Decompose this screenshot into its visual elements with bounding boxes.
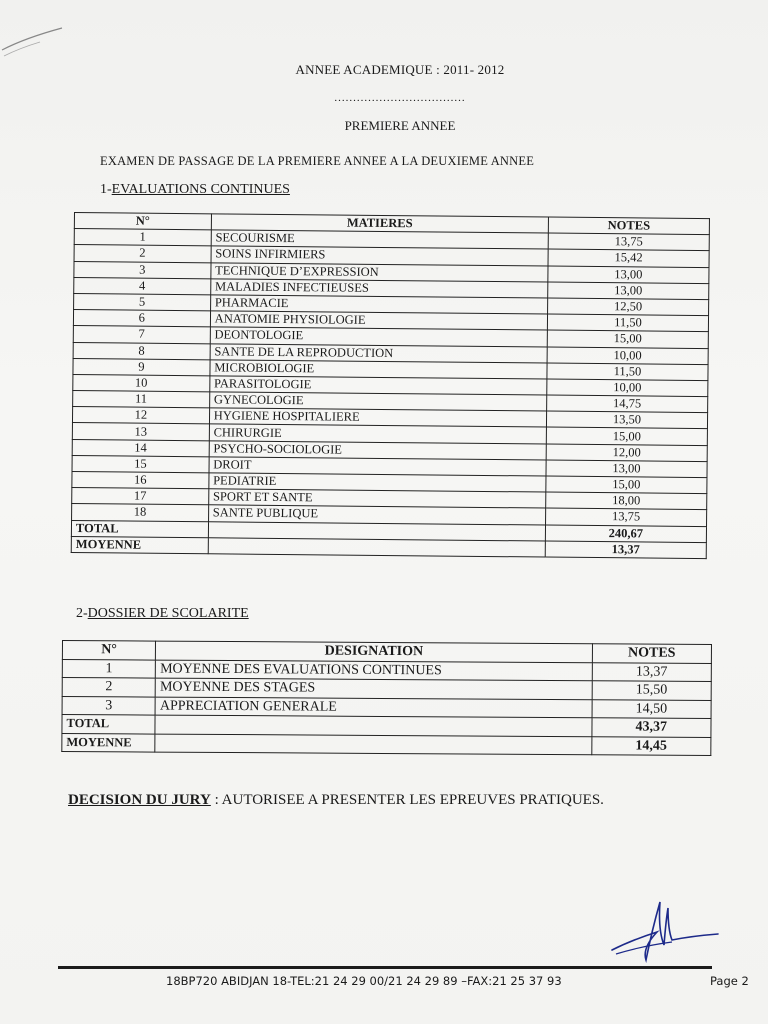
row-grade: 18,00 — [546, 492, 707, 510]
row-subject: CHIRURGIE — [209, 424, 546, 443]
row-subject: SOINS INFIRMIERS — [211, 246, 548, 265]
row-number: 4 — [74, 277, 211, 294]
average-row — [62, 733, 711, 755]
row-grade: 15,00 — [546, 427, 707, 445]
row-designation: APPRECIATION GENERALE — [155, 697, 591, 718]
section2-prefix: 2- — [76, 606, 88, 621]
row-number: 6 — [73, 310, 210, 327]
row-subject: PARASITOLOGIE — [209, 376, 546, 395]
decision-text: : AUTORISEE A PRESENTER LES EPREUVES PRATIQUES. — [210, 792, 604, 808]
row-grade: 15,00 — [547, 330, 708, 348]
jury-decision — [68, 792, 604, 809]
row-subject: PEDIATRIE — [209, 473, 546, 492]
section1-heading — [100, 182, 290, 198]
row-subject: SECOURISME — [211, 230, 548, 249]
row-grade: 13,00 — [548, 266, 709, 284]
total-label: TOTAL — [71, 520, 208, 537]
row-number: 18 — [72, 504, 209, 521]
row-number: 1 — [74, 229, 211, 246]
row-number: 2 — [62, 678, 155, 697]
average-label: MOYENNE — [62, 733, 155, 752]
continuous-evaluations-table — [71, 212, 710, 559]
row-subject: GYNECOLOGIE — [209, 392, 546, 411]
row-number: 10 — [73, 374, 210, 391]
total-label: TOTAL — [62, 715, 155, 734]
row-number: 5 — [74, 293, 211, 310]
row-grade: 15,50 — [592, 681, 711, 700]
row-grade: 14,75 — [547, 395, 708, 413]
row-number: 14 — [72, 439, 209, 456]
row-subject: MICROBIOLOGIE — [210, 359, 547, 378]
section1-title: EVALUATIONS CONTINUES — [111, 182, 290, 197]
level-title: PREMIERE ANNEE — [344, 118, 456, 133]
row-subject: DEONTOLOGIE — [210, 327, 547, 346]
row-grade: 13,37 — [592, 662, 711, 681]
row-subject: MALADIES INFECTIEUSES — [210, 279, 547, 298]
total-value: 240,67 — [545, 525, 706, 543]
header-grade: NOTES — [592, 644, 711, 663]
row-designation: MOYENNE DES EVALUATIONS CONTINUES — [156, 660, 592, 681]
row-number: 3 — [74, 261, 211, 278]
row-subject: HYGIENE HOSPITALIERE — [209, 408, 546, 427]
academic-year: ANNEE ACADEMIQUE : 2011- 2012 — [295, 62, 505, 77]
school-record-table — [61, 640, 712, 756]
row-grade: 10,00 — [547, 379, 708, 397]
row-number: 15 — [72, 455, 209, 472]
row-subject: SANTE PUBLIQUE — [208, 505, 545, 524]
row-subject: TECHNIQUE D’EXPRESSION — [211, 262, 548, 281]
header-grade: NOTES — [548, 217, 709, 235]
average-value: 13,37 — [545, 541, 706, 559]
row-grade: 13,00 — [548, 282, 709, 300]
row-grade: 13,00 — [546, 460, 707, 478]
section2-title: DOSSIER DE SCOLARITE — [87, 606, 249, 621]
row-subject: DROIT — [209, 457, 546, 476]
exam-title: EXAMEN DE PASSAGE DE LA PREMIERE ANNEE A LA DEUXIEME ANNEE — [100, 154, 535, 168]
paper-fold-mark — [0, 20, 70, 60]
row-number: 9 — [73, 358, 210, 375]
row-grade: 14,50 — [592, 699, 711, 718]
row-subject: SANTE DE LA REPRODUCTION — [210, 343, 547, 362]
row-designation: MOYENNE DES STAGES — [155, 678, 591, 699]
section2-heading — [76, 606, 249, 622]
section1-prefix: 1- — [100, 182, 112, 197]
header-num: N° — [62, 641, 155, 660]
row-grade: 12,00 — [546, 444, 707, 462]
average-label: MOYENNE — [71, 536, 208, 553]
row-grade: 13,75 — [548, 233, 709, 251]
header-subject: MATIERES — [211, 214, 548, 233]
row-grade: 13,50 — [546, 411, 707, 429]
row-grade: 12,50 — [547, 298, 708, 316]
row-subject: ANATOMIE PHYSIOLOGIE — [210, 311, 547, 330]
row-number: 2 — [74, 245, 211, 262]
footer-address: 18BP720 ABIDJAN 18-TEL:21 24 29 00/21 24 29 89 –FAX:21 25 37 93 — [166, 974, 562, 988]
dotted-separator: ................................... — [334, 92, 466, 104]
page-number: Page 2 — [710, 974, 749, 988]
row-grade: 11,50 — [547, 363, 708, 381]
signature — [602, 890, 722, 970]
row-subject: PSYCHO-SOCIOLOGIE — [209, 440, 546, 459]
decision-label: DECISION DU JURY — [68, 792, 211, 808]
row-grade: 11,50 — [547, 314, 708, 332]
average-spacer — [155, 734, 591, 755]
row-number: 13 — [72, 423, 209, 440]
average-spacer — [208, 538, 545, 557]
row-grade: 15,42 — [548, 249, 709, 267]
row-subject: PHARMACIE — [210, 295, 547, 314]
row-grade: 10,00 — [547, 347, 708, 365]
footer-rule — [58, 966, 712, 969]
row-number: 11 — [73, 391, 210, 408]
row-number: 3 — [62, 696, 155, 715]
header-designation: DESIGNATION — [156, 641, 592, 662]
row-number: 8 — [73, 342, 210, 359]
row-subject: SPORT ET SANTE — [208, 489, 545, 508]
row-number: 17 — [72, 488, 209, 505]
record-body — [62, 659, 711, 718]
row-number: 16 — [72, 471, 209, 488]
row-number: 1 — [62, 659, 155, 678]
average-value: 14,45 — [591, 736, 710, 755]
row-number: 7 — [73, 326, 210, 343]
evaluations-body — [72, 229, 710, 526]
row-number: 12 — [72, 407, 209, 424]
header-num: N° — [74, 213, 211, 230]
total-value: 43,37 — [592, 718, 711, 737]
row-grade: 15,00 — [546, 476, 707, 494]
row-grade: 13,75 — [545, 508, 706, 526]
